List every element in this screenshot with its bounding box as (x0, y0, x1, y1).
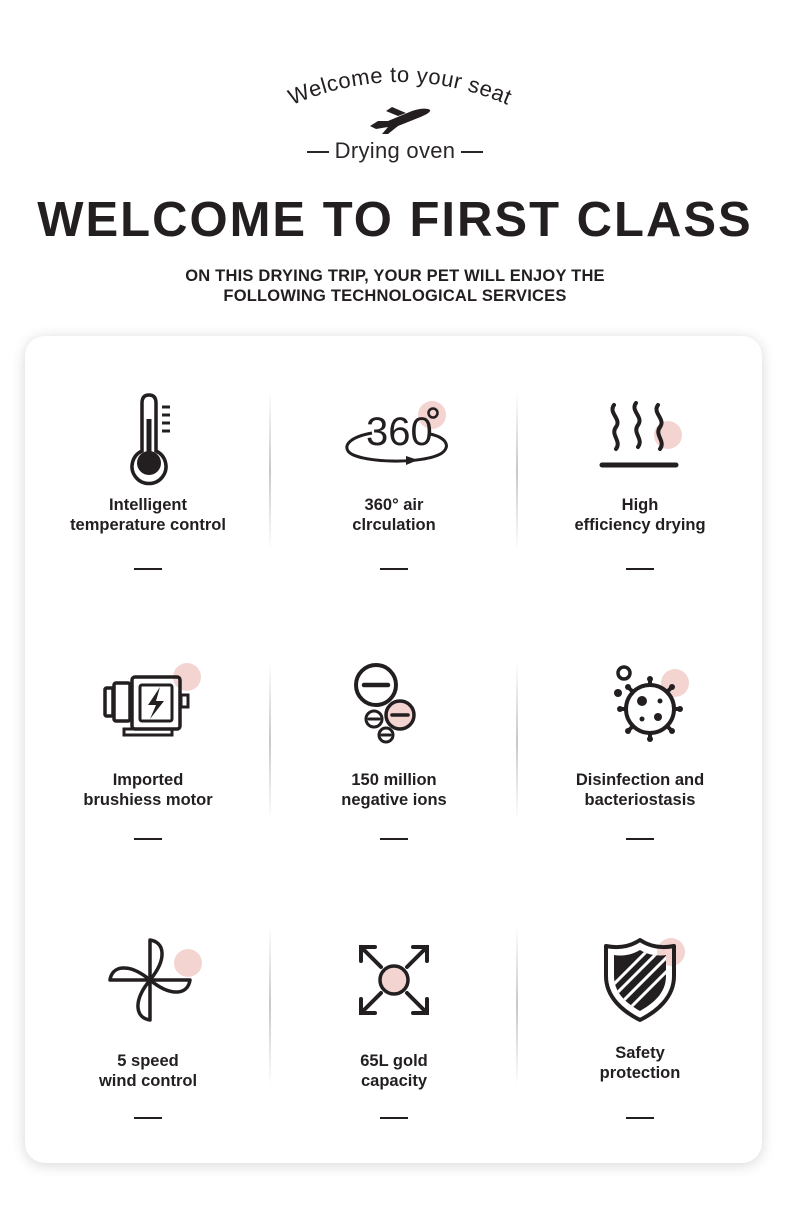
feature-label-line: 150 million (351, 771, 437, 789)
feature-label-line: Imported (112, 771, 184, 789)
feature-label-line: brushiess motor (83, 791, 213, 809)
feature-item (517, 661, 763, 901)
svg-text:360: 360 (366, 410, 433, 454)
feature-item (517, 391, 763, 631)
feature-underline (380, 568, 408, 570)
lead-text (0, 266, 790, 306)
feature-label (271, 1051, 517, 1091)
feature-label-line: High (621, 496, 659, 514)
feature-label-line: capacity (360, 1072, 428, 1090)
feature-label (517, 495, 763, 535)
shield-icon (580, 928, 700, 1028)
feature-label-line: 65L gold (360, 1052, 428, 1070)
feature-item (25, 928, 271, 1168)
feature-item (25, 661, 271, 901)
feature-label-line: clrculation (352, 516, 436, 534)
heat-waves-icon (580, 391, 700, 491)
feature-underline (626, 1117, 654, 1119)
page-title: WELCOME TO FIRST CLASS (37, 193, 753, 247)
feature-label-line: efficiency drying (574, 516, 706, 534)
features-card (25, 336, 762, 1163)
fan-icon (88, 928, 208, 1028)
feature-underline (626, 568, 654, 570)
rotation-360-icon (334, 391, 454, 491)
lead-line-1: ON THIS DRYING TRIP, YOUR PET WILL ENJOY THE (185, 267, 605, 285)
feature-label (271, 495, 517, 535)
feature-label-line: Intelligent (109, 496, 187, 514)
feature-underline (134, 1117, 162, 1119)
feature-label-line: negative ions (341, 791, 447, 809)
feature-label (517, 770, 763, 810)
bacteria-icon (580, 661, 700, 761)
feature-item (271, 928, 517, 1168)
feature-item (271, 391, 517, 631)
feature-label (25, 495, 271, 535)
arc-text: Welcome to your seat (284, 61, 516, 110)
feature-item (25, 391, 271, 631)
feature-underline (380, 1117, 408, 1119)
feature-item (271, 661, 517, 901)
expand-arrows-icon (334, 928, 454, 1028)
feature-underline (134, 568, 162, 570)
airplane-icon (368, 99, 432, 135)
feature-underline (626, 838, 654, 840)
subtitle-text: Drying oven (334, 138, 456, 163)
negative-ions-icon (334, 661, 454, 761)
feature-label-line: 360° air (364, 496, 424, 514)
subtitle-dash-right (461, 151, 483, 153)
feature-label-line: bacteriostasis (584, 791, 696, 809)
feature-underline (134, 838, 162, 840)
subtitle (0, 138, 790, 164)
motor-icon (88, 661, 208, 761)
header (0, 0, 790, 330)
feature-label (25, 1051, 271, 1091)
feature-label-line: Disinfection and (575, 771, 705, 789)
feature-label (25, 770, 271, 810)
lead-line-2: FOLLOWING TECHNOLOGICAL SERVICES (223, 287, 567, 305)
feature-item (517, 928, 763, 1168)
feature-label-line: wind control (98, 1072, 198, 1090)
subtitle-dash-left (307, 151, 329, 153)
feature-underline (380, 838, 408, 840)
feature-label (517, 1043, 763, 1083)
feature-label-line: 5 speed (117, 1052, 179, 1070)
feature-label-line: temperature control (70, 516, 226, 534)
feature-label-line: protection (599, 1064, 681, 1082)
thermometer-icon (88, 391, 208, 491)
feature-label-line: Safety (615, 1044, 665, 1062)
feature-label (271, 770, 517, 810)
